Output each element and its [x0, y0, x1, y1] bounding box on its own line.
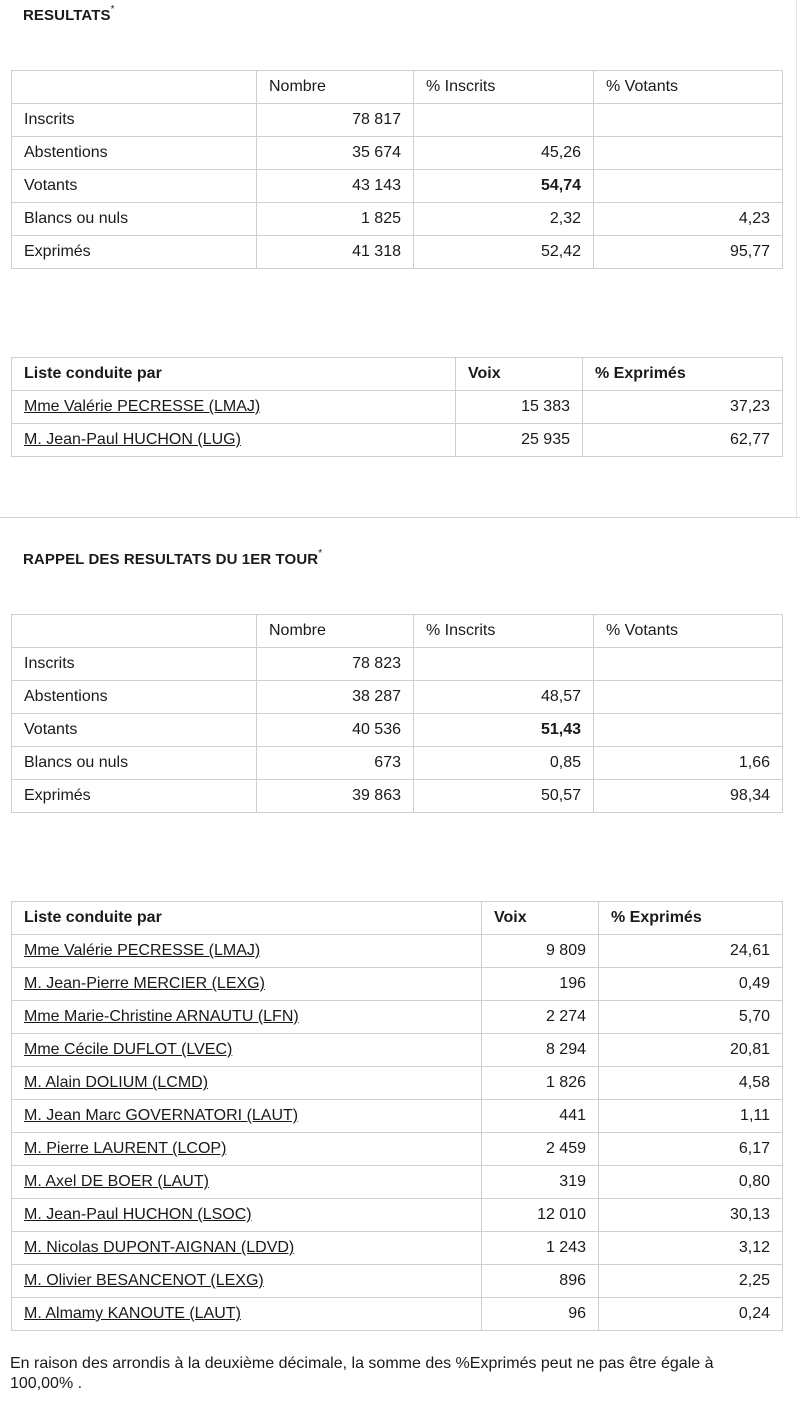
row-label: Votants — [12, 714, 257, 747]
pct-exprimes-cell: 24,61 — [599, 935, 783, 968]
table-row — [12, 1232, 783, 1265]
table-row — [12, 1034, 783, 1067]
nombre-cell: 38 287 — [257, 681, 414, 714]
pct-exprimes-cell: 3,12 — [599, 1232, 783, 1265]
table-row — [12, 137, 783, 170]
footnote-star: * — [318, 548, 323, 559]
column-header-pct-inscrits: % Inscrits — [414, 615, 594, 648]
table-header-row — [12, 358, 783, 391]
pct-inscrits-cell — [414, 648, 594, 681]
candidate-cell — [12, 1001, 482, 1034]
footnote-star: * — [110, 4, 115, 15]
pct-inscrits-cell: 48,57 — [414, 681, 594, 714]
row-label: Exprimés — [12, 236, 257, 269]
table-row — [12, 104, 783, 137]
candidate-link[interactable]: M. Jean-Paul HUCHON (LUG) — [24, 431, 241, 448]
pct-exprimes-cell: 0,80 — [599, 1166, 783, 1199]
table-row — [12, 391, 783, 424]
candidate-link[interactable]: M. Olivier BESANCENOT (LEXG) — [24, 1272, 264, 1289]
pct-exprimes-cell: 62,77 — [583, 424, 783, 457]
table-row — [12, 681, 783, 714]
candidate-cell — [12, 1034, 482, 1067]
table-row — [12, 1133, 783, 1166]
pct-inscrits-cell: 45,26 — [414, 137, 594, 170]
candidate-cell — [12, 1067, 482, 1100]
pct-exprimes-cell: 20,81 — [599, 1034, 783, 1067]
candidate-link[interactable]: M. Pierre LAURENT (LCOP) — [24, 1140, 227, 1157]
pct-inscrits-cell: 51,43 — [414, 714, 594, 747]
pct-inscrits-cell: 50,57 — [414, 780, 594, 813]
candidate-link[interactable]: Mme Marie-Christine ARNAUTU (LFN) — [24, 1008, 299, 1025]
nombre-cell: 39 863 — [257, 780, 414, 813]
table-row — [12, 1298, 783, 1331]
section-1-title — [23, 6, 115, 24]
table-header-row — [12, 902, 783, 935]
candidate-link[interactable]: Mme Cécile DUFLOT (LVEC) — [24, 1041, 233, 1058]
voix-cell: 441 — [482, 1100, 599, 1133]
candidate-link[interactable]: M. Jean-Paul HUCHON (LSOC) — [24, 1206, 252, 1223]
voix-cell: 15 383 — [456, 391, 583, 424]
table-row — [12, 968, 783, 1001]
voix-cell: 1 243 — [482, 1232, 599, 1265]
right-border-line — [796, 0, 797, 517]
table-row — [12, 648, 783, 681]
row-label: Blancs ou nuls — [12, 747, 257, 780]
table-row — [12, 424, 783, 457]
table-row — [12, 780, 783, 813]
candidate-cell — [12, 424, 456, 457]
column-header — [12, 71, 257, 104]
results-lists-table — [11, 357, 783, 457]
candidate-link[interactable]: M. Almamy KANOUTE (LAUT) — [24, 1305, 241, 1322]
candidate-link[interactable]: M. Jean-Pierre MERCIER (LEXG) — [24, 975, 265, 992]
pct-exprimes-cell: 0,49 — [599, 968, 783, 1001]
column-header-liste: Liste conduite par — [12, 358, 456, 391]
section-2-title-text: RAPPEL DES RESULTATS DU 1ER TOUR — [23, 551, 319, 568]
first-round-lists-table — [11, 901, 783, 1331]
candidate-cell — [12, 1265, 482, 1298]
table-row — [12, 1166, 783, 1199]
pct-exprimes-cell: 5,70 — [599, 1001, 783, 1034]
candidate-cell — [12, 1232, 482, 1265]
voix-cell: 25 935 — [456, 424, 583, 457]
candidate-cell — [12, 1100, 482, 1133]
nombre-cell: 41 318 — [257, 236, 414, 269]
column-header-voix: Voix — [482, 902, 599, 935]
table-row — [12, 1199, 783, 1232]
row-label: Blancs ou nuls — [12, 203, 257, 236]
candidate-cell — [12, 968, 482, 1001]
table-header-row — [12, 71, 783, 104]
row-label: Abstentions — [12, 681, 257, 714]
nombre-cell: 1 825 — [257, 203, 414, 236]
voix-cell: 2 274 — [482, 1001, 599, 1034]
candidate-link[interactable]: M. Nicolas DUPONT-AIGNAN (LDVD) — [24, 1239, 295, 1256]
column-header-nombre: Nombre — [257, 615, 414, 648]
table-row — [12, 1001, 783, 1034]
candidate-cell — [12, 935, 482, 968]
nombre-cell: 35 674 — [257, 137, 414, 170]
pct-inscrits-cell: 0,85 — [414, 747, 594, 780]
column-header-nombre: Nombre — [257, 71, 414, 104]
pct-votants-cell — [594, 681, 783, 714]
table-row — [12, 1100, 783, 1133]
row-label: Abstentions — [12, 137, 257, 170]
voix-cell: 319 — [482, 1166, 599, 1199]
nombre-cell: 78 823 — [257, 648, 414, 681]
column-header-pct-exprimes: % Exprimés — [599, 902, 783, 935]
table-row — [12, 1265, 783, 1298]
pct-inscrits-cell — [414, 104, 594, 137]
table-row — [12, 236, 783, 269]
row-label: Votants — [12, 170, 257, 203]
column-header-pct-inscrits: % Inscrits — [414, 71, 594, 104]
table-row — [12, 170, 783, 203]
column-header — [12, 615, 257, 648]
column-header-liste: Liste conduite par — [12, 902, 482, 935]
pct-votants-cell — [594, 714, 783, 747]
section-2-title — [23, 550, 322, 568]
pct-inscrits-cell: 52,42 — [414, 236, 594, 269]
pct-votants-cell: 98,34 — [594, 780, 783, 813]
nombre-cell: 673 — [257, 747, 414, 780]
candidate-cell — [12, 1166, 482, 1199]
table-row — [12, 935, 783, 968]
candidate-link[interactable]: M. Axel DE BOER (LAUT) — [24, 1173, 209, 1190]
pct-exprimes-cell: 30,13 — [599, 1199, 783, 1232]
pct-exprimes-cell: 37,23 — [583, 391, 783, 424]
pct-exprimes-cell: 2,25 — [599, 1265, 783, 1298]
row-label: Exprimés — [12, 780, 257, 813]
voix-cell: 196 — [482, 968, 599, 1001]
candidate-link[interactable]: M. Alain DOLIUM (LCMD) — [24, 1074, 209, 1091]
pct-inscrits-cell: 2,32 — [414, 203, 594, 236]
pct-exprimes-cell: 4,58 — [599, 1067, 783, 1100]
voix-cell: 12 010 — [482, 1199, 599, 1232]
table-row — [12, 747, 783, 780]
voix-cell: 896 — [482, 1265, 599, 1298]
nombre-cell: 43 143 — [257, 170, 414, 203]
pct-exprimes-cell: 1,11 — [599, 1100, 783, 1133]
table-row — [12, 1067, 783, 1100]
candidate-cell — [12, 391, 456, 424]
voix-cell: 9 809 — [482, 935, 599, 968]
pct-votants-cell: 95,77 — [594, 236, 783, 269]
candidate-link[interactable]: Mme Valérie PECRESSE (LMAJ) — [24, 942, 261, 959]
column-header-pct-votants: % Votants — [594, 71, 783, 104]
voix-cell: 2 459 — [482, 1133, 599, 1166]
pct-votants-cell — [594, 104, 783, 137]
candidate-cell — [12, 1133, 482, 1166]
voix-cell: 8 294 — [482, 1034, 599, 1067]
table-row — [12, 714, 783, 747]
table-header-row — [12, 615, 783, 648]
nombre-cell: 40 536 — [257, 714, 414, 747]
nombre-cell: 78 817 — [257, 104, 414, 137]
pct-votants-cell: 1,66 — [594, 747, 783, 780]
table-row — [12, 203, 783, 236]
candidate-link[interactable]: M. Jean Marc GOVERNATORI (LAUT) — [24, 1107, 299, 1124]
candidate-cell — [12, 1199, 482, 1232]
section-divider — [0, 517, 800, 518]
rounding-footnote: En raison des arrondis à la deuxième décimale, la somme des %Exprimés peut ne pas être égale à 100,00% . — [10, 1355, 714, 1392]
column-header-pct-votants: % Votants — [594, 615, 783, 648]
results-summary-table — [11, 70, 783, 269]
row-label: Inscrits — [12, 648, 257, 681]
row-label: Inscrits — [12, 104, 257, 137]
candidate-link[interactable]: Mme Valérie PECRESSE (LMAJ) — [24, 398, 261, 415]
pct-votants-cell: 4,23 — [594, 203, 783, 236]
pct-inscrits-cell: 54,74 — [414, 170, 594, 203]
column-header-pct-exprimes: % Exprimés — [583, 358, 783, 391]
first-round-summary-table — [11, 614, 783, 813]
pct-votants-cell — [594, 137, 783, 170]
column-header-voix: Voix — [456, 358, 583, 391]
pct-votants-cell — [594, 170, 783, 203]
voix-cell: 1 826 — [482, 1067, 599, 1100]
pct-exprimes-cell: 6,17 — [599, 1133, 783, 1166]
voix-cell: 96 — [482, 1298, 599, 1331]
candidate-cell — [12, 1298, 482, 1331]
section-1-title-text: RESULTATS — [23, 7, 111, 24]
pct-votants-cell — [594, 648, 783, 681]
pct-exprimes-cell: 0,24 — [599, 1298, 783, 1331]
